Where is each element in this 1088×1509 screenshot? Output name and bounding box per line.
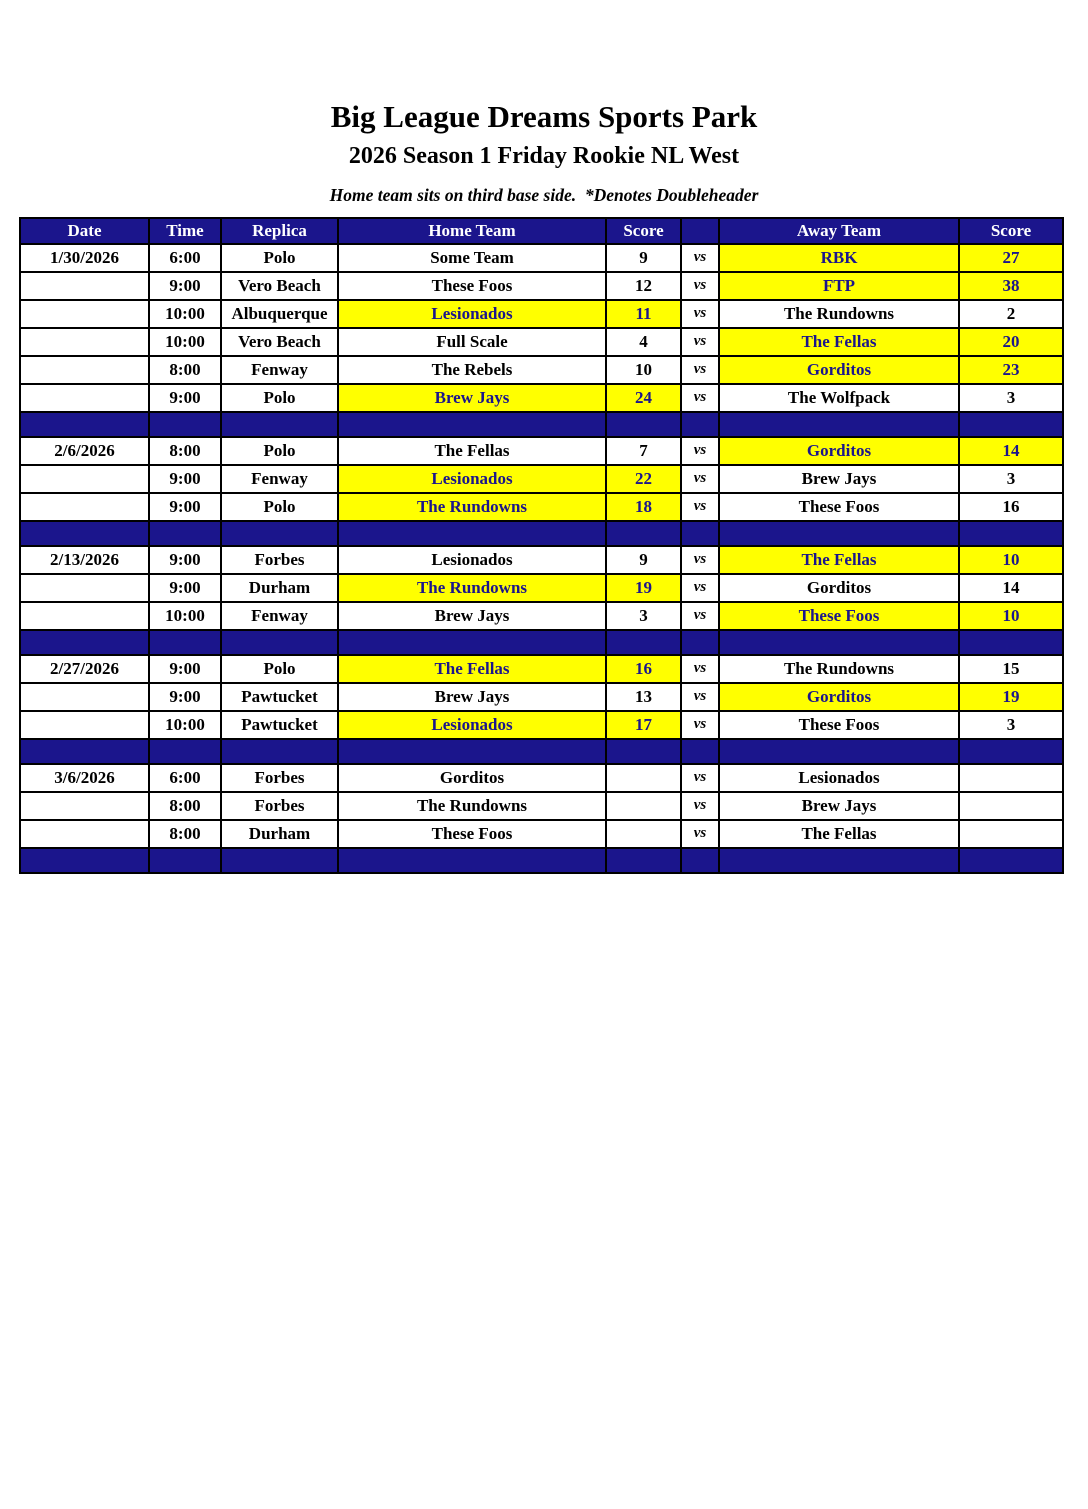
home-score-separator-cell [606,848,681,873]
time-cell: 8:00 [149,356,221,384]
vs-cell: vs [681,328,719,356]
date-separator-cell [20,848,149,873]
vs-cell: vs [681,465,719,493]
vs-separator-cell [681,848,719,873]
home-score-separator-cell [606,521,681,546]
home-team-separator-cell [338,521,606,546]
date-cell [20,792,149,820]
away-score-cell: 14 [959,437,1063,465]
time-cell: 10:00 [149,602,221,630]
home-team-cell: The Rundowns [338,574,606,602]
away-team-separator-cell [719,521,959,546]
vs-cell: vs [681,655,719,683]
vs-cell: vs [681,602,719,630]
replica-cell: Fenway [221,356,338,384]
home-team-cell: The Fellas [338,655,606,683]
replica-cell: Durham [221,820,338,848]
away-team-cell: Gorditos [719,574,959,602]
replica-cell: Fenway [221,465,338,493]
date-separator-cell [20,630,149,655]
header-cell-time: Time [149,218,221,244]
game-row [20,546,1063,574]
away-team-cell: Gorditos [719,683,959,711]
time-cell: 8:00 [149,792,221,820]
away-score-separator-cell [959,739,1063,764]
away-score-cell [959,792,1063,820]
vs-cell: vs [681,574,719,602]
vs-cell: vs [681,820,719,848]
time-cell: 8:00 [149,820,221,848]
header-cell-vs [681,218,719,244]
game-row [20,764,1063,792]
replica-separator-cell [221,630,338,655]
date-separator-cell [20,739,149,764]
away-score-cell: 16 [959,493,1063,521]
date-cell [20,328,149,356]
header-cell-home-team: Home Team [338,218,606,244]
game-row [20,356,1063,384]
away-team-cell: The Fellas [719,328,959,356]
home-score-cell [606,792,681,820]
vs-cell: vs [681,356,719,384]
header-cell-date: Date [20,218,149,244]
replica-cell: Forbes [221,546,338,574]
away-team-cell: Brew Jays [719,792,959,820]
date-cell [20,683,149,711]
home-team-cell: Gorditos [338,764,606,792]
away-team-separator-cell [719,412,959,437]
game-row [20,244,1063,272]
home-team-cell: The Rundowns [338,792,606,820]
away-team-cell: Brew Jays [719,465,959,493]
vs-cell: vs [681,546,719,574]
home-team-cell: Brew Jays [338,384,606,412]
away-team-cell: These Foos [719,493,959,521]
home-score-cell: 24 [606,384,681,412]
home-score-cell: 4 [606,328,681,356]
home-score-cell: 9 [606,244,681,272]
game-row [20,328,1063,356]
home-team-cell: Lesionados [338,300,606,328]
away-score-separator-cell [959,412,1063,437]
away-team-cell: The Fellas [719,820,959,848]
replica-cell: Fenway [221,602,338,630]
replica-cell: Vero Beach [221,328,338,356]
away-score-separator-cell [959,848,1063,873]
separator-row [20,630,1063,655]
game-row [20,792,1063,820]
home-score-cell: 9 [606,546,681,574]
away-score-cell: 3 [959,384,1063,412]
home-team-cell: Brew Jays [338,683,606,711]
date-cell: 1/30/2026 [20,244,149,272]
home-score-cell [606,764,681,792]
time-separator-cell [149,630,221,655]
away-score-cell: 3 [959,465,1063,493]
time-cell: 6:00 [149,244,221,272]
date-cell: 3/6/2026 [20,764,149,792]
home-score-cell [606,820,681,848]
time-cell: 9:00 [149,272,221,300]
game-row [20,820,1063,848]
replica-separator-cell [221,848,338,873]
page-title: Big League Dreams Sports Park [330,99,758,134]
away-score-cell: 19 [959,683,1063,711]
vs-cell: vs [681,711,719,739]
home-score-cell: 17 [606,711,681,739]
away-team-cell: The Fellas [719,546,959,574]
date-cell: 2/27/2026 [20,655,149,683]
home-team-cell: Lesionados [338,465,606,493]
time-cell: 9:00 [149,574,221,602]
vs-cell: vs [681,437,719,465]
away-score-separator-cell [959,630,1063,655]
game-row [20,683,1063,711]
game-row [20,655,1063,683]
away-team-separator-cell [719,630,959,655]
home-score-cell: 18 [606,493,681,521]
home-team-cell: The Fellas [338,437,606,465]
time-cell: 9:00 [149,384,221,412]
time-cell: 9:00 [149,493,221,521]
home-team-cell: The Rebels [338,356,606,384]
away-score-cell: 15 [959,655,1063,683]
schedule-note: Home team sits on third base side. *Denotes Doubleheader [329,184,759,205]
date-cell [20,465,149,493]
away-team-cell: FTP [719,272,959,300]
date-cell [20,602,149,630]
date-cell [20,356,149,384]
time-separator-cell [149,848,221,873]
home-score-cell: 19 [606,574,681,602]
table-header [20,218,1063,244]
away-team-cell: These Foos [719,711,959,739]
time-cell: 6:00 [149,764,221,792]
date-cell: 2/6/2026 [20,437,149,465]
time-cell: 10:00 [149,300,221,328]
home-score-separator-cell [606,630,681,655]
away-team-cell: Gorditos [719,437,959,465]
time-cell: 9:00 [149,546,221,574]
replica-cell: Pawtucket [221,711,338,739]
game-row [20,272,1063,300]
date-separator-cell [20,521,149,546]
away-team-cell: Gorditos [719,356,959,384]
date-cell: 2/13/2026 [20,546,149,574]
home-score-cell: 3 [606,602,681,630]
home-team-separator-cell [338,739,606,764]
header-cell-away-score: Score [959,218,1063,244]
date-cell [20,384,149,412]
vs-cell: vs [681,244,719,272]
home-score-cell: 10 [606,356,681,384]
time-cell: 10:00 [149,328,221,356]
replica-cell: Polo [221,655,338,683]
away-score-cell: 10 [959,602,1063,630]
time-cell: 8:00 [149,437,221,465]
vs-separator-cell [681,412,719,437]
separator-row [20,521,1063,546]
replica-cell: Polo [221,244,338,272]
replica-separator-cell [221,521,338,546]
home-team-cell: Lesionados [338,546,606,574]
home-team-separator-cell [338,630,606,655]
home-team-cell: Some Team [338,244,606,272]
home-score-cell: 13 [606,683,681,711]
date-cell [20,820,149,848]
replica-cell: Forbes [221,792,338,820]
vs-cell: vs [681,792,719,820]
away-score-cell: 23 [959,356,1063,384]
game-row [20,465,1063,493]
away-score-cell [959,764,1063,792]
home-team-cell: The Rundowns [338,493,606,521]
away-score-cell: 20 [959,328,1063,356]
time-cell: 10:00 [149,711,221,739]
replica-cell: Albuquerque [221,300,338,328]
separator-row [20,848,1063,873]
replica-cell: Polo [221,384,338,412]
replica-cell: Durham [221,574,338,602]
replica-cell: Pawtucket [221,683,338,711]
away-team-separator-cell [719,848,959,873]
vs-separator-cell [681,739,719,764]
home-score-cell: 11 [606,300,681,328]
vs-cell: vs [681,764,719,792]
home-score-cell: 16 [606,655,681,683]
header-row [20,218,1063,244]
date-cell [20,574,149,602]
home-score-separator-cell [606,412,681,437]
away-team-cell: Lesionados [719,764,959,792]
game-row [20,384,1063,412]
home-team-separator-cell [338,848,606,873]
time-separator-cell [149,521,221,546]
header-cell-away-team: Away Team [719,218,959,244]
away-team-cell: RBK [719,244,959,272]
header-cell-replica: Replica [221,218,338,244]
schedule-page [0,101,1088,874]
home-score-cell: 7 [606,437,681,465]
away-score-cell: 27 [959,244,1063,272]
away-score-cell [959,820,1063,848]
home-team-cell: Brew Jays [338,602,606,630]
separator-row [20,412,1063,437]
home-score-cell: 12 [606,272,681,300]
game-row [20,711,1063,739]
time-cell: 9:00 [149,465,221,493]
away-team-separator-cell [719,739,959,764]
away-score-cell: 14 [959,574,1063,602]
away-score-cell: 10 [959,546,1063,574]
date-separator-cell [20,412,149,437]
home-score-separator-cell [606,739,681,764]
home-score-cell: 22 [606,465,681,493]
away-score-cell: 2 [959,300,1063,328]
vs-cell: vs [681,493,719,521]
home-team-cell: Full Scale [338,328,606,356]
home-team-cell: These Foos [338,820,606,848]
time-separator-cell [149,739,221,764]
replica-separator-cell [221,412,338,437]
game-row [20,437,1063,465]
vs-cell: vs [681,300,719,328]
home-team-separator-cell [338,412,606,437]
date-cell [20,711,149,739]
game-row [20,300,1063,328]
away-score-cell: 38 [959,272,1063,300]
vs-separator-cell [681,630,719,655]
vs-cell: vs [681,683,719,711]
game-row [20,574,1063,602]
replica-separator-cell [221,739,338,764]
date-cell [20,272,149,300]
schedule-table [19,217,1064,874]
separator-row [20,739,1063,764]
time-separator-cell [149,412,221,437]
page-subtitle: 2026 Season 1 Friday Rookie NL West [348,142,740,169]
time-cell: 9:00 [149,683,221,711]
away-team-cell: The Rundowns [719,300,959,328]
away-team-cell: The Wolfpack [719,384,959,412]
vs-separator-cell [681,521,719,546]
replica-cell: Vero Beach [221,272,338,300]
home-team-cell: These Foos [338,272,606,300]
date-cell [20,493,149,521]
date-cell [20,300,149,328]
replica-cell: Polo [221,493,338,521]
vs-cell: vs [681,272,719,300]
away-score-separator-cell [959,521,1063,546]
time-cell: 9:00 [149,655,221,683]
header-cell-home-score: Score [606,218,681,244]
away-team-cell: The Rundowns [719,655,959,683]
away-score-cell: 3 [959,711,1063,739]
home-team-cell: Lesionados [338,711,606,739]
game-row [20,602,1063,630]
replica-cell: Forbes [221,764,338,792]
vs-cell: vs [681,384,719,412]
away-team-cell: These Foos [719,602,959,630]
replica-cell: Polo [221,437,338,465]
game-row [20,493,1063,521]
